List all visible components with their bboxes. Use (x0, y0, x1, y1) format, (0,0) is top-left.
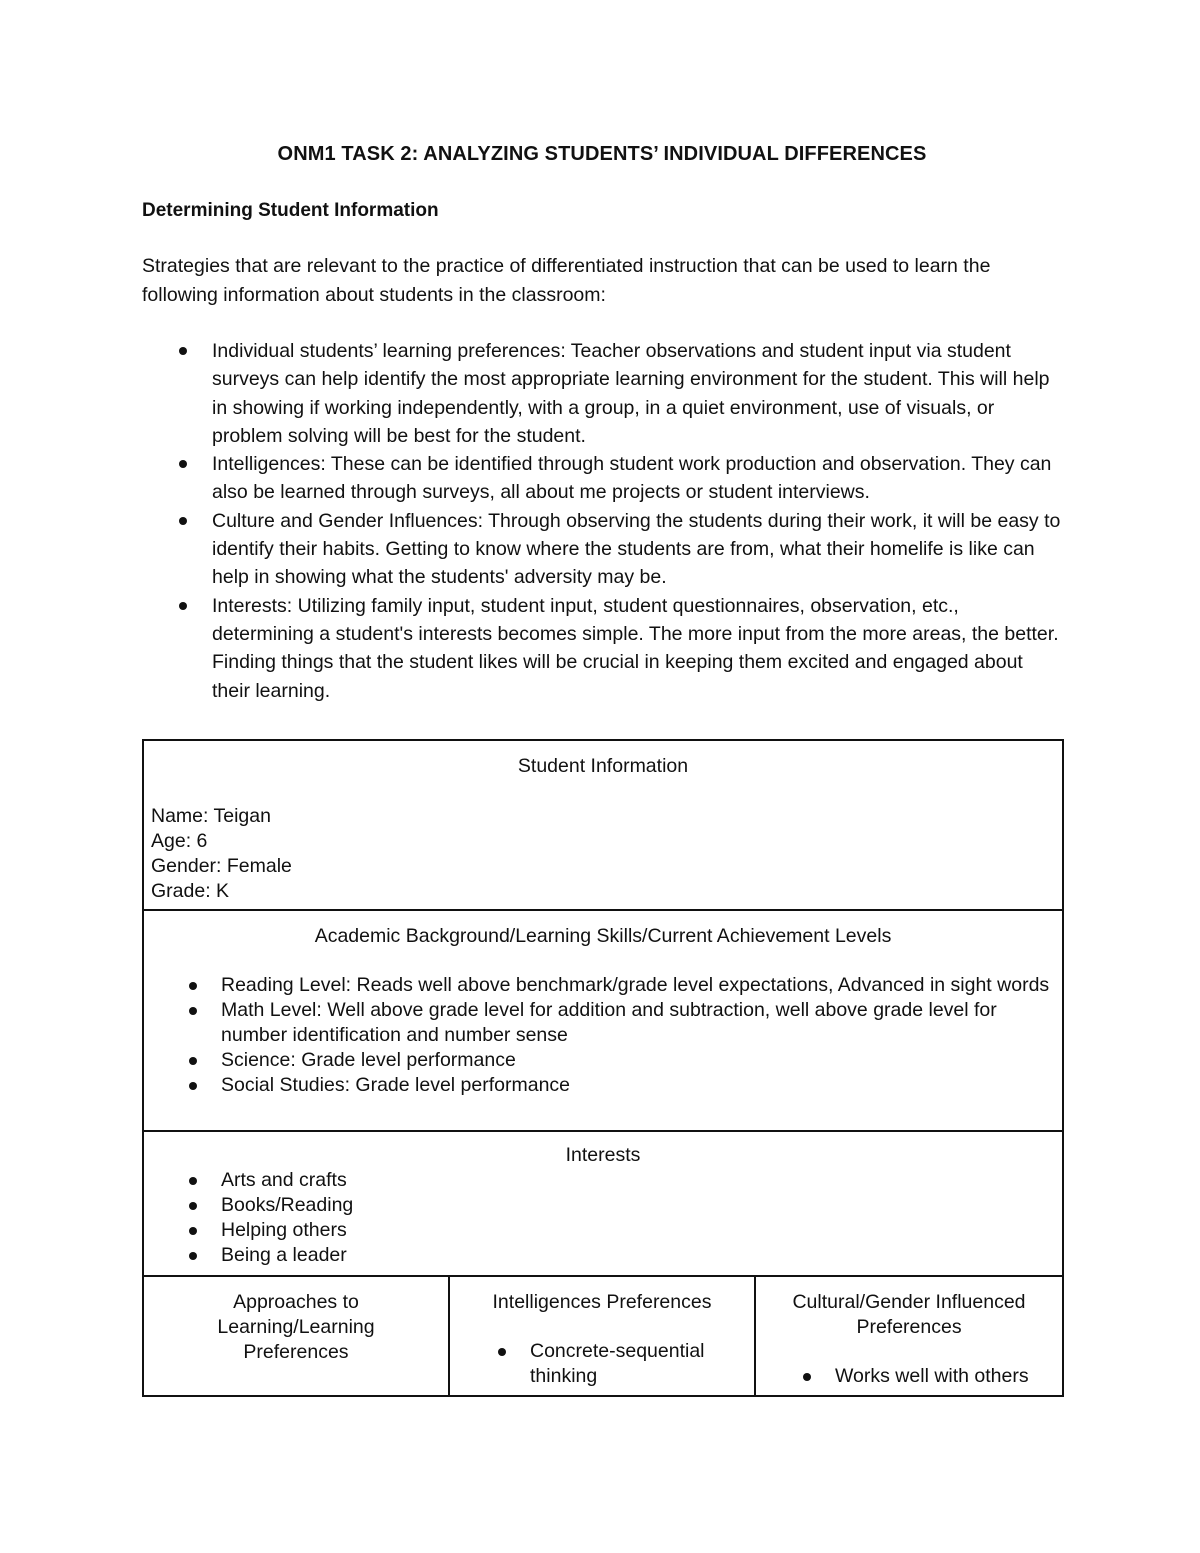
list-item (212, 337, 1062, 450)
bullet-icon (179, 517, 187, 525)
interest-item: Books/Reading (221, 1194, 354, 1216)
interest-item: Arts and crafts (221, 1169, 347, 1191)
student-info-cell (143, 740, 1063, 910)
intro-paragraph: Strategies that are relevant to the practice of differentiated instruction that can be used to learn the following information about students in the classroom: (142, 255, 991, 306)
list-item (221, 1168, 1062, 1193)
interests-list (144, 1168, 1062, 1268)
student-grade: Grade: K (151, 880, 230, 902)
list-item (221, 1073, 1052, 1098)
intelligence-item: Concrete-sequential thinking (530, 1340, 705, 1387)
table-row (143, 1276, 1063, 1396)
interest-item: Being a leader (221, 1244, 347, 1266)
list-item (212, 507, 1062, 592)
strategy-text: Interests: Utilizing family input, student input, student questionnaires, observation, etc., determining a student's interests becomes simple. The more input from the more areas, the better. Finding things that the student likes will be crucial in keeping them excited and engaged about their learning. (212, 594, 1059, 702)
bullet-icon (189, 1007, 197, 1015)
bullet-icon (179, 347, 187, 355)
list-item (221, 1048, 1052, 1073)
list-item (835, 1364, 1058, 1389)
bullet-icon (179, 602, 187, 610)
student-gender: Gender: Female (151, 855, 292, 877)
academic-heading: Academic Background/Learning Skills/Current Achievement Levels (314, 925, 892, 947)
academic-list (144, 973, 1062, 1098)
strategies-list (142, 337, 1062, 705)
bullet-icon (189, 1227, 197, 1235)
document-page (142, 138, 1062, 705)
intelligences-cell (449, 1276, 755, 1396)
bullet-icon (189, 1082, 197, 1090)
academic-item: Math Level: Well above grade level for addition and subtraction, well above grade level for number identification and number sense (221, 999, 997, 1046)
list-item (221, 973, 1052, 998)
bullet-icon (189, 1177, 197, 1185)
approaches-cell (143, 1276, 449, 1396)
strategy-text: Intelligences: These can be identified through student work production and observation. They can also be learned through surveys, all about me projects or student interviews. (212, 453, 1052, 504)
list-item (221, 1243, 1062, 1268)
student-details (144, 804, 1062, 904)
interest-item: Helping others (221, 1219, 347, 1241)
interests-heading: Interests (565, 1144, 641, 1166)
table-row (143, 1131, 1063, 1276)
bullet-icon (189, 982, 197, 990)
interests-cell (143, 1131, 1063, 1276)
bullet-icon (189, 1252, 197, 1260)
intelligences-heading: Intelligences Preferences (492, 1291, 712, 1313)
strategy-text: Individual students’ learning preferences: Teacher observations and student input via student surveys can help identify the most appropriate learning environment for the student. This will help in showing if working independently, with a group, in a quiet environment, use of visuals, or problem solving will be best for the student. (212, 340, 1050, 447)
document-title: ONM1 TASK 2: ANALYZING STUDENTS’ INDIVIDUAL DIFFERENCES (277, 143, 927, 165)
list-item (212, 450, 1062, 507)
list-item (212, 592, 1062, 705)
academic-cell (143, 910, 1063, 1131)
cultural-list (756, 1364, 1062, 1389)
list-item (221, 1218, 1062, 1243)
bullet-icon (179, 460, 187, 468)
approaches-heading: Approaches to Learning/Learning Preferences (217, 1291, 375, 1363)
table-row (143, 740, 1063, 910)
cultural-cell (755, 1276, 1063, 1396)
cultural-item: Works well with others (835, 1365, 1029, 1387)
student-name: Name: Teigan (151, 805, 271, 827)
student-age: Age: 6 (151, 830, 208, 852)
list-item (221, 1193, 1062, 1218)
student-info-heading: Student Information (517, 755, 689, 777)
cultural-heading: Cultural/Gender Influenced Preferences (792, 1291, 1026, 1338)
bullet-icon (189, 1057, 197, 1065)
list-item (530, 1339, 744, 1389)
list-item (221, 998, 1052, 1048)
strategy-text: Culture and Gender Influences: Through observing the students during their work, it will be easy to identify their habits. Getting to know where the students are from, what their homelife is like can help in showing what the students' adversity may be. (212, 509, 1061, 589)
academic-item: Reading Level: Reads well above benchmark/grade level expectations, Advanced in sight words (221, 974, 1050, 996)
bullet-icon (189, 1202, 197, 1210)
student-info-table (142, 739, 1064, 1397)
intelligences-list (450, 1339, 754, 1389)
academic-item: Social Studies: Grade level performance (221, 1074, 571, 1096)
bullet-icon (498, 1348, 506, 1356)
academic-item: Science: Grade level performance (221, 1049, 516, 1071)
bullet-icon (803, 1373, 811, 1381)
section-heading: Determining Student Information (142, 200, 439, 221)
table-row (143, 910, 1063, 1131)
